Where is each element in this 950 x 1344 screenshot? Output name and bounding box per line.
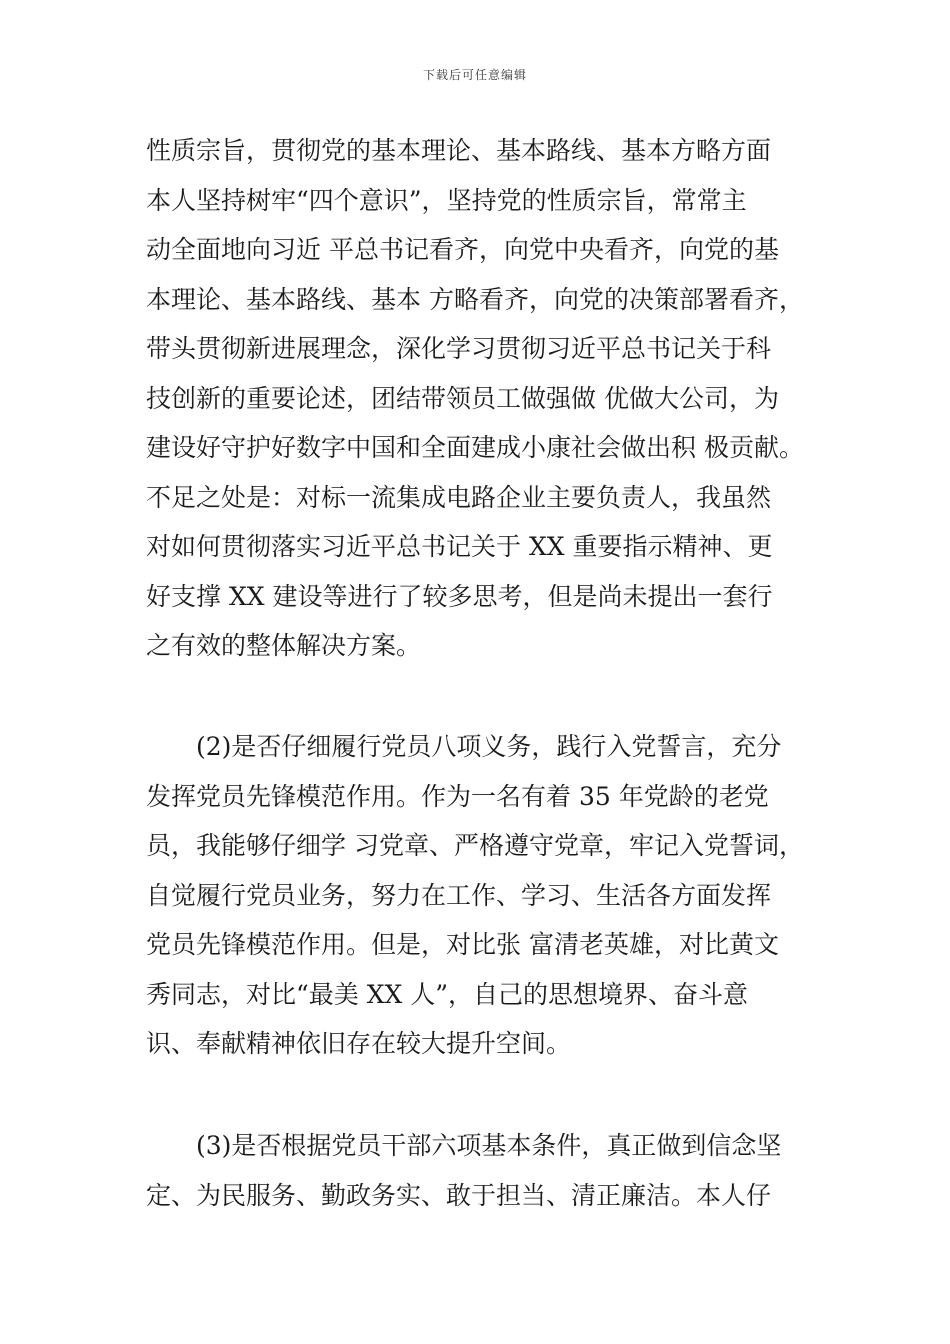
text-line: 发挥党员先锋模范作用。作为一名有着 35 年党龄的老党 [146, 781, 769, 811]
page-header: 下载后可任意编辑 [422, 68, 527, 82]
text-line: 对如何贯彻落实习近平总书记关于 XX 重要指示精神、更 [146, 532, 773, 561]
text-line: 动全面地向习近 平总书记看齐，向党中央看齐，向党的基 [146, 235, 779, 264]
text-line: 本人坚持树牢“四个意识”，坚持党的性质宗旨，常常主 [146, 185, 747, 215]
paragraph-3 [146, 1121, 836, 1220]
paragraph-1 [146, 126, 836, 671]
text-line: 员，我能够仔细学 习党章、严格遵守党章，牢记入党誓词， [146, 831, 804, 860]
text-line: 建设好守护好数字中国和全面建成小康社会做出积 极贡献。 [146, 433, 804, 462]
text-line: 定、为民服务、勤政务实、敢于担当、清正廉洁。本人仔 [146, 1180, 772, 1210]
text-line: 性质宗旨，贯彻党的基本理论、基本路线、基本方略方面 [146, 136, 772, 165]
text-line: 带头贯彻新进展理念，深化学习贯彻习近平总书记关于科 [146, 334, 772, 363]
text-line: 不足之处是：对标一流集成电路企业主要负责人，我虽然 [146, 482, 772, 512]
text-line: (3)是否根据党员干部六项基本条件，真正做到信念坚 [146, 1131, 782, 1160]
paragraph-2 [146, 722, 836, 1069]
text-line: 党员先锋模范作用。但是，对比张 富清老英雄，对比黄文 [146, 930, 779, 959]
text-line: 秀同志，对比“最美 XX 人”，自己的思想境界、奋斗意 [146, 979, 749, 1009]
text-line: 之有效的整体解决方案。 [146, 631, 422, 660]
text-line: 识、奉献精神依旧存在较大提升空间。 [146, 1029, 572, 1058]
text-line: 本理论、基本路线、基本 方略看齐，向党的决策部署看齐， [146, 284, 804, 314]
text-line: 技创新的重要论述，团结带领员工做强做 优做大公司，为 [146, 383, 779, 413]
text-line: 自觉履行党员业务，努力在工作、学习、生活各方面发挥 [146, 880, 772, 910]
text-line: 好支撑 XX 建设等进行了较多思考，但是尚未提出一套行 [146, 581, 773, 611]
text-line: (2)是否仔细履行党员八项义务，践行入党誓言，充分 [146, 732, 782, 761]
